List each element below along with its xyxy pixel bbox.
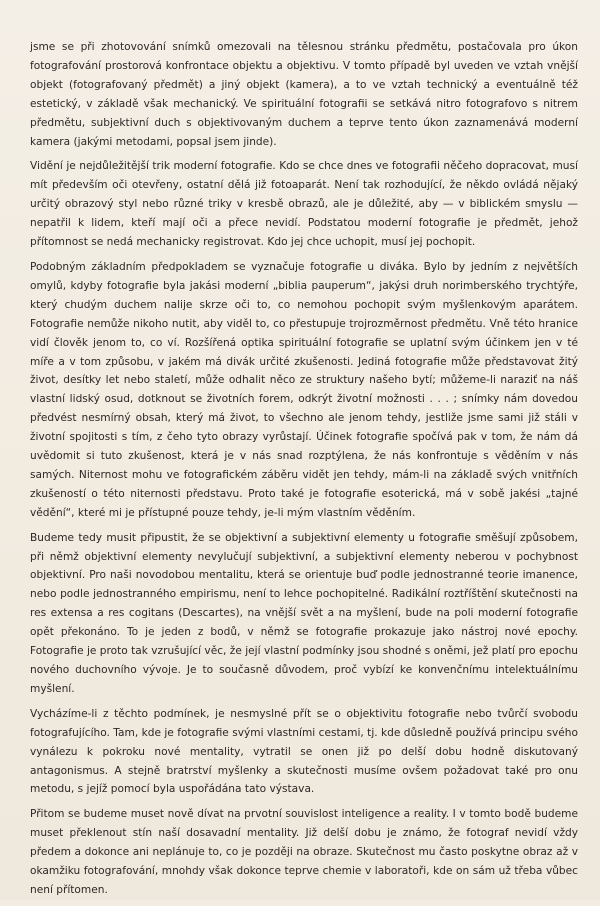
paragraph-3: Podobným základním předpokladem se vyznačuje fotografie u diváka. Bylo by jedním z největších omylů, kdyby fotografie byla jakási moderní „biblia pauperum“, jakýsi druh norimberského trychtýře, který chudým duchem nalije skrze oči to, co nemohou pochopit svým myšlenkovým aparátem. Fotografie nemůže nikoho nutit, aby viděl to, co přestupuje trojrozměrnost předmětu. Vně této hranice vidí člověk jenom to, co ví. Rozšířená optika spirituální fotografie se uplatní svým účinkem jen v té míře a v tom způsobu, v jakém má divák určité zkušenosti. Jediná fotografie může představovat žitý život, desítky let nebo staletí, může odhalit něco ze struktury našeho bytí; můžeme-li naraziť na náš vlastní lidský osud, dotknout se životních forem, odkrýt životní možnosti . . . ; snímky nám dovedou předvést nesmírný obsah, který má život, to všechno ale jenom tehdy, jestliže jsme sami již stáli v životní spojitosti s tím, z čeho tyto obrazy vyrůstají. Účinek fotografie spočívá pak v tom, že nám dá uvědomit si tuto zkušenost, která je v nás snad rozptýlena, že nás konfrontuje s věděním v nás samých. Niternost mohu ve fotografickém záběru vidět jen tehdy, mám-li na základě svých vnitřních zkušeností o této niternosti představu. Proto také je fotografie esoterická, má v sobě jakési „tajné vědění“, které mi je přístupné pouze tehdy, je-li mým vlastním věděním.: [30, 260, 578, 519]
body-text: [30, 38, 578, 906]
paragraph-6: Přitom se budeme muset nově dívat na prvotní souvislost inteligence a reality. I v tomto bodě budeme muset překlenout stín naší dosavadní mentality. Již delší dobu je známo, že fotograf nevidí vždy předem a dokonce ani neplánuje to, co je později na obraze. Skutečnost mu často poskytne obraz až v okamžiku fotografování, mnohdy však dokonce teprve chemie v laboratoři, kde on sám už třeba vůbec není přítomen.: [30, 808, 578, 896]
paragraph-2: Vidění je nejdůležitější trik moderní fotografie. Kdo se chce dnes ve fotografii něčeho dopracovat, musí mít především oči otevřeny, ostatní dělá již fotoaparát. Není tak rozhodující, že někdo ovládá nějaký určitý obrazový styl nebo různé triky v kresbě obrazů, ale je důležité, aby — v biblickém smyslu — nepatřil k lidem, kteří mají oči a přece nevidí. Podstatou moderní fotografie je předmět, jehož přítomnost se nedá mechanicky registrovat. Kdo jej chce uchopit, musí jej pochopit.: [30, 160, 578, 249]
paragraph-4: Budeme tedy musit připustit, že se objektivní a subjektivní elementy u fotografie směšují způsobem, při němž objektivní elementy nevylučují subjektivní, a subjektivní elementy neberou v pochybnost objektivní. Pro naši novodobou mentalitu, která se orientuje buď podle jednostranné teorie imanence, nebo podle jednostranného empirismu, není to lehce pochopitelné. Radikální roztříštění skutečnosti na res extensa a res cogitans (Descartes), na vnější svět a na myšlení, bude na poli moderní fotografie opět překonáno. To je jeden z bodů, v němž se fotografie prokazuje jako nástroj nové epochy. Fotografie je proto tak vzrušující věc, že její vlastní podmínky jsou shodné s oněmi, jež platí pro epochu nového duchovního vývoje. Je to současně důvodem, proč vybízí ke konvenčnímu intelektuálnímu myšlení.: [30, 531, 578, 695]
paragraph-5: Vycházíme-li z těchto podmínek, je nesmyslné přít se o objektivitu fotografie nebo tvůrčí svobodu fotografujícího. Tam, kde je fotografie svými vlastními cestami, tj. kde důsledně používá principu svého vynálezu k pokroku nové mentality, vytratil se onen již po delší dobu hodně diskutovaný antagonismus. A stejně bratrství myšlenky a skutečnosti musíme ovšem požadovat také pro onu metodu, s jejíž pomocí byla uspořádána tato výstava.: [30, 707, 578, 796]
page-mark: [472, 857, 568, 864]
paragraph-1: jsme se při zhotovování snímků omezovali na tělesnou stránku předmětu, postačovala pro úkon fotografování prostorová konfrontace objektu a objektivu. V tomto případě byl uveden ve vztah vnější objekt (fotografovaný předmět) a jiný objekt (kamera), a to ve vztah technický a eventuálně též estetický, v základě však mechanický. Ve spirituální fotografii se setkává nitro fotografovo s nitrem předmětu, subjektivní duch s objektivovaným duchem a teprve tento úkon zaznamenává moderní kamera (jakými metodami, popsal jsem jinde).: [30, 41, 578, 148]
